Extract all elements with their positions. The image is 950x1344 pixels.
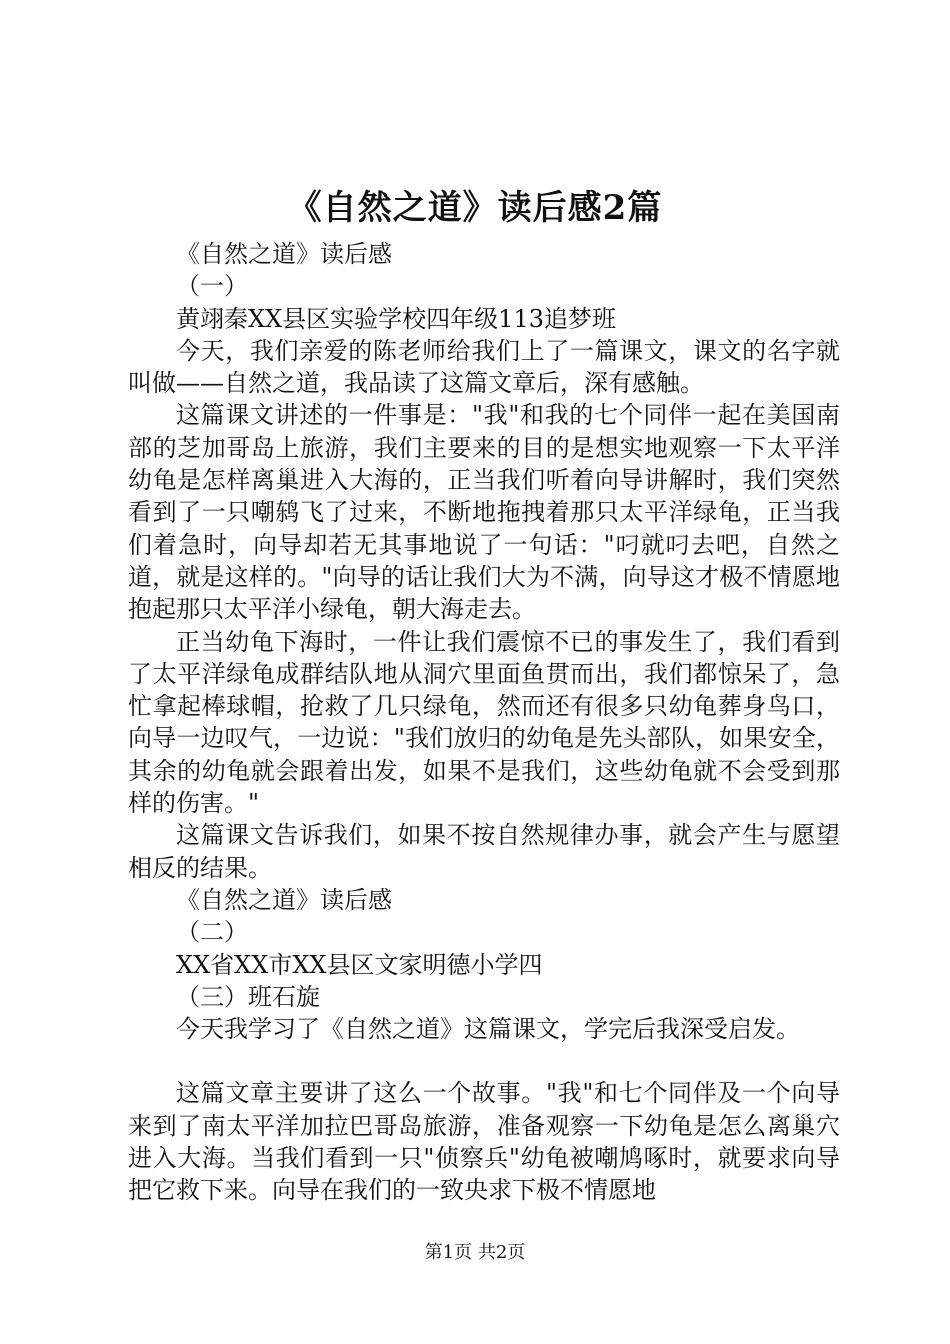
paragraph-author-1: 黄翊秦XX县区实验学校四年级113追梦班 (176, 304, 616, 333)
page-footer: 第1页 共2页 (424, 1242, 526, 1263)
paragraph-author-2-class: （三）班石旋 (176, 982, 320, 1011)
paragraph: 今天，我们亲爱的陈老师给我们上了一篇课文，课文的名字就叫做——自然之道，我品读了这篇文章后，深有感触。 (128, 336, 840, 398)
document-body (128, 238, 840, 1207)
paragraph-part-1: （一） (176, 272, 248, 301)
paragraph-heading-2: 《自然之道》读后感 (176, 885, 392, 914)
paragraph: 这篇课文讲述的一件事是："我"和我的七个同伴一起在美国南部的芝加哥岛上旅游，我们主要来的目的是想实地观察一下太平洋幼龟是怎样离巢进入大海的，正当我们听着向导讲解时，我们突然看到了一只嘲鸫飞了过来，不断地拖拽着那只太平洋绿龟，正当我们着急时，向导却若无其事地说了一句话："叼就叼去吧，自然之道，就是这样的。"向导的话让我们大为不满，向导这才极不情愿地抱起那只太平洋小绿龟，朝大海走去。 (128, 401, 840, 624)
paragraph: 正当幼龟下海时，一件让我们震惊不已的事发生了，我们看到了太平洋绿龟成群结队地从洞穴里面鱼贯而出，我们都惊呆了，急忙拿起棒球帽，抢救了几只绿龟，然而还有很多只幼龟葬身鸟口，向导一边叹气，一边说："我们放归的幼龟是先头部队，如果安全，其余的幼龟就会跟着出发，如果不是我们，这些幼龟就不会受到那样的伤害。" (128, 627, 840, 818)
paragraph-part-2: （二） (176, 918, 248, 947)
paragraph-author-2: XX省XX市XX县区文家明德小学四 (176, 950, 543, 979)
paragraph: 这篇文章主要讲了这么一个故事。"我"和七个同伴及一个向导来到了南太平洋加拉巴哥岛旅游，准备观察一下幼龟是怎么离巢穴进入大海。当我们看到一只"侦察兵"幼龟被嘲鸠啄时，就要求向导把它救下来。向导在我们的一致央求下极不情愿地 (128, 1079, 840, 1205)
document-title: 《自然之道》读后感2篇 (287, 188, 663, 228)
paragraph: 今天我学习了《自然之道》这篇课文，学完后我深受启发。 (176, 1015, 800, 1044)
paragraph: 这篇课文告诉我们，如果不按自然规律办事，就会产生与愿望相反的结果。 (128, 821, 840, 882)
paragraph-heading-1: 《自然之道》读后感 (176, 240, 392, 268)
